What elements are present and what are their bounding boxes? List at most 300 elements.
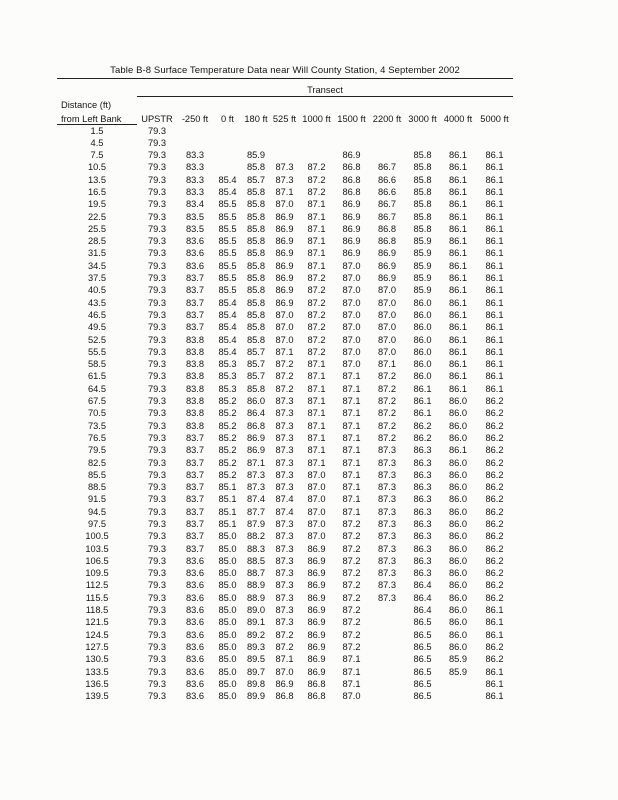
temperature-cell: 86.3	[413, 445, 432, 456]
temperature-cell: 87.3	[377, 482, 397, 493]
temperature-cell: 85.5	[218, 236, 237, 247]
temperature-cell: 87.3	[275, 617, 294, 628]
temperature-cell: 86.5	[413, 666, 432, 677]
table-row	[57, 174, 513, 186]
temperature-cell: 87.2	[342, 555, 361, 566]
temperature-cell: 85.1	[218, 482, 237, 493]
temperature-cell: 86.3	[413, 469, 432, 480]
temperature-cell: 86.0	[448, 469, 468, 480]
distance-cell: 61.5	[87, 371, 107, 382]
temperature-cell: 87.0	[342, 346, 361, 357]
temperature-cell: 83.8	[185, 396, 205, 407]
temperature-cell: 86.1	[485, 150, 504, 161]
temperature-cell: 86.1	[448, 346, 468, 357]
temperature-cell: 86.0	[413, 297, 432, 308]
temperature-cell: 87.3	[275, 457, 294, 468]
distance-cell: 7.5	[90, 150, 104, 161]
temperature-cell: 87.1	[307, 260, 326, 271]
temperature-cell: 86.6	[377, 174, 397, 185]
temperature-cell: 83.3	[185, 150, 205, 161]
temperature-cell: 87.3	[275, 174, 294, 185]
temperature-cell: 86.5	[413, 678, 432, 689]
distance-cell: 79.5	[87, 445, 107, 456]
temperature-cell: 87.3	[275, 592, 294, 603]
temperature-cell: 86.7	[377, 162, 397, 173]
temperature-cell	[369, 641, 405, 653]
distance-cell: 109.5	[85, 568, 109, 579]
temperature-cell: 87.3	[246, 469, 266, 480]
distance-cell: 64.5	[87, 383, 107, 394]
temperature-cell: 86.9	[275, 236, 294, 247]
temperature-cell	[369, 653, 405, 665]
temperature-cell	[213, 124, 242, 137]
temperature-cell: 85.9	[413, 273, 432, 284]
temperature-cell: 86.9	[377, 273, 397, 284]
temperature-cell: 83.3	[185, 162, 205, 173]
temperature-cell: 87.2	[377, 371, 397, 382]
temperature-cell: 86.1	[448, 383, 468, 394]
column-header: 525 ft	[272, 114, 297, 124]
temperature-cell: 87.1	[342, 396, 361, 407]
table-row	[57, 567, 513, 579]
temperature-cell	[270, 124, 299, 137]
temperature-cell: 85.8	[246, 297, 266, 308]
temperature-cell: 85.5	[218, 248, 237, 259]
temperature-cell: 89.9	[246, 691, 266, 702]
temperature-cell: 86.0	[448, 396, 468, 407]
temperature-cell: 83.6	[185, 666, 205, 677]
temperature-cell: 85.4	[218, 334, 237, 345]
temperature-cell: 83.7	[185, 457, 205, 468]
temperature-cell: 83.6	[185, 641, 205, 652]
temperature-cell: 86.1	[485, 236, 504, 247]
table-row	[57, 420, 513, 432]
temperature-cell: 85.5	[218, 273, 237, 284]
temperature-cell: 87.2	[377, 432, 397, 443]
temperature-cell: 86.1	[448, 199, 468, 210]
table-row	[57, 506, 513, 518]
temperature-cell: 86.5	[413, 629, 432, 640]
temperature-cell: 79.3	[147, 383, 167, 394]
temperature-cell: 86.1	[448, 223, 468, 234]
temperature-cell: 79.3	[147, 654, 167, 665]
temperature-cell	[369, 629, 405, 641]
temperature-cell: 79.3	[147, 592, 167, 603]
table-body	[57, 124, 513, 702]
temperature-cell: 86.8	[246, 420, 266, 431]
distance-cell: 73.5	[87, 420, 107, 431]
temperature-cell: 79.3	[147, 236, 167, 247]
temperature-cell: 89.0	[246, 605, 266, 616]
temperature-cell: 87.0	[342, 309, 361, 320]
temperature-cell: 79.3	[147, 346, 167, 357]
temperature-cell	[369, 616, 405, 628]
temperature-cell: 86.0	[448, 432, 468, 443]
temperature-cell: 86.1	[413, 396, 432, 407]
temperature-cell	[213, 149, 242, 161]
temperature-cell: 87.1	[275, 654, 294, 665]
column-header: -250 ft	[181, 114, 209, 124]
temperature-cell: 87.1	[307, 432, 326, 443]
temperature-cell: 86.0	[448, 531, 468, 542]
temperature-cell: 79.3	[147, 359, 167, 370]
distance-cell: 34.5	[87, 260, 107, 271]
transect-spacer	[57, 79, 137, 97]
temperature-cell: 86.2	[485, 592, 504, 603]
temperature-cell: 85.0	[218, 555, 237, 566]
temperature-cell: 87.1	[307, 408, 326, 419]
temperature-cell: 87.3	[275, 543, 294, 554]
temperature-cell: 85.8	[246, 248, 266, 259]
temperature-cell: 89.1	[246, 617, 266, 628]
distance-cell: 124.5	[85, 629, 109, 640]
temperature-cell: 86.0	[413, 371, 432, 382]
temperature-cell: 86.9	[307, 629, 326, 640]
temperature-cell: 87.2	[342, 592, 361, 603]
temperature-cell: 86.2	[485, 506, 504, 517]
temperature-cell: 87.0	[342, 285, 361, 296]
table-row	[57, 247, 513, 259]
temperature-cell: 85.8	[246, 223, 266, 234]
temperature-cell: 85.8	[246, 211, 266, 222]
distance-cell: 22.5	[87, 211, 107, 222]
temperature-cell: 86.9	[307, 617, 326, 628]
column-header: 5000 ft	[480, 114, 509, 124]
table-row	[57, 272, 513, 284]
temperature-cell: 87.0	[307, 494, 326, 505]
temperature-cell: 87.1	[307, 211, 326, 222]
temperature-cell: 87.3	[377, 568, 397, 579]
temperature-cell: 87.2	[377, 420, 397, 431]
temperature-cell: 87.2	[275, 629, 294, 640]
temperature-cell	[213, 161, 242, 173]
distance-cell: 91.5	[87, 494, 107, 505]
temperature-cell: 86.9	[307, 641, 326, 652]
temperature-cell: 87.3	[377, 531, 397, 542]
temperature-cell: 86.2	[485, 519, 504, 529]
temperature-cell: 86.1	[485, 297, 504, 308]
temperature-cell: 87.1	[342, 469, 361, 480]
temperature-cell: 87.0	[275, 309, 294, 320]
table-row	[57, 370, 513, 382]
temperature-cell: 86.3	[413, 457, 432, 468]
temperature-cell: 87.1	[342, 383, 361, 394]
temperature-cell: 87.0	[342, 260, 361, 271]
temperature-cell: 86.5	[413, 641, 432, 652]
temperature-cell: 79.3	[147, 334, 167, 345]
temperature-cell: 79.3	[147, 666, 167, 677]
column-header: 0 ft	[221, 114, 234, 124]
temperature-cell: 79.3	[147, 137, 167, 148]
temperature-cell: 79.3	[147, 211, 167, 222]
table-row	[57, 284, 513, 296]
temperature-cell: 89.5	[246, 654, 266, 665]
temperature-cell: 87.3	[377, 506, 397, 517]
temperature-cell: 87.0	[307, 506, 326, 517]
temperature-cell: 83.8	[185, 359, 205, 370]
temperature-cell: 86.0	[448, 605, 468, 616]
temperature-cell	[242, 137, 270, 149]
temperature-cell: 87.2	[275, 371, 294, 382]
temperature-cell: 83.8	[185, 408, 205, 419]
temperature-cell: 86.2	[485, 408, 504, 419]
temperature-cell: 86.2	[485, 445, 504, 456]
temperature-cell: 86.3	[413, 506, 432, 517]
temperature-cell: 79.3	[147, 162, 167, 173]
temperature-cell: 86.0	[448, 408, 468, 419]
distance-cell: 13.5	[87, 174, 107, 185]
distance-cell: 49.5	[87, 322, 107, 333]
temperature-cell: 86.9	[307, 605, 326, 616]
temperature-cell	[213, 137, 242, 149]
temperature-cell: 83.7	[185, 469, 205, 480]
temperature-cell: 86.2	[485, 555, 504, 566]
temperature-cell: 86.9	[307, 543, 326, 554]
temperature-cell: 86.1	[448, 248, 468, 259]
temperature-cell: 87.2	[307, 322, 326, 333]
distance-cell: 85.5	[87, 469, 107, 480]
temperature-cell: 87.2	[342, 531, 361, 542]
temperature-cell: 87.0	[377, 285, 397, 296]
temperature-cell: 83.7	[185, 432, 205, 443]
temperature-cell: 79.3	[147, 482, 167, 493]
table-title: Table B-8 Surface Temperature Data near Will County Station, 4 September 2002	[57, 60, 513, 79]
temperature-cell: 85.4	[218, 297, 237, 308]
temperature-cell: 86.1	[448, 322, 468, 333]
temperature-cell: 87.2	[342, 641, 361, 652]
temperature-cell: 87.2	[307, 186, 326, 197]
temperature-cell: 79.3	[147, 273, 167, 284]
temperature-cell: 79.3	[147, 580, 167, 591]
temperature-cell: 86.3	[413, 519, 432, 529]
temperature-cell: 85.4	[218, 186, 237, 197]
distance-cell: 25.5	[87, 223, 107, 234]
distance-cell: 52.5	[87, 334, 107, 345]
temperature-cell: 87.2	[342, 580, 361, 591]
temperature-cell: 87.3	[275, 531, 294, 542]
table-row	[57, 309, 513, 321]
temperature-cell: 87.3	[275, 605, 294, 616]
temperature-cell: 85.0	[218, 691, 237, 702]
temperature-cell: 85.7	[246, 359, 266, 370]
temperature-cell: 86.1	[448, 236, 468, 247]
table-row	[57, 358, 513, 370]
temperature-cell: 83.8	[185, 334, 205, 345]
distance-header-line2: from Left Bank	[57, 110, 137, 125]
temperature-cell	[369, 666, 405, 678]
temperature-cell: 87.1	[342, 371, 361, 382]
temperature-cell: 86.9	[342, 211, 361, 222]
temperature-cell: 85.0	[218, 641, 237, 652]
temperature-cell: 89.3	[246, 641, 266, 652]
temperature-cell: 85.8	[246, 186, 266, 197]
header-spacer	[137, 97, 513, 110]
temperature-cell: 86.0	[413, 322, 432, 333]
temperature-cell: 87.1	[275, 346, 294, 357]
temperature-cell: 86.1	[448, 359, 468, 370]
temperature-cell: 79.3	[147, 543, 167, 554]
temperature-cell: 87.7	[246, 506, 266, 517]
temperature-cell	[440, 690, 476, 702]
temperature-cell: 83.3	[185, 174, 205, 185]
temperature-cell: 85.4	[218, 174, 237, 185]
temperature-cell	[270, 137, 299, 149]
temperature-cell: 87.0	[377, 346, 397, 357]
table-row	[57, 444, 513, 456]
temperature-cell: 86.1	[448, 174, 468, 185]
temperature-cell: 87.1	[377, 359, 397, 370]
temperature-cell: 79.3	[147, 494, 167, 505]
distance-header-row-1	[57, 97, 513, 110]
temperature-cell: 87.3	[377, 457, 397, 468]
temperature-cell: 86.9	[275, 297, 294, 308]
temperature-cell: 85.7	[246, 174, 266, 185]
temperature-cell: 87.2	[307, 334, 326, 345]
distance-cell: 76.5	[87, 432, 107, 443]
temperature-cell: 79.3	[147, 297, 167, 308]
table-row	[57, 211, 513, 223]
temperature-cell: 85.9	[413, 260, 432, 271]
temperature-cell: 87.3	[275, 396, 294, 407]
temperature-cell: 85.8	[413, 162, 432, 173]
distance-header-line1: Distance (ft)	[61, 99, 112, 110]
temperature-cell	[405, 124, 440, 137]
temperature-cell: 79.3	[147, 260, 167, 271]
temperature-cell: 79.3	[147, 432, 167, 443]
temperature-cell: 87.3	[275, 408, 294, 419]
temperature-cell: 86.0	[448, 494, 468, 505]
temperature-cell: 86.2	[413, 432, 432, 443]
temperature-cell: 83.7	[185, 543, 205, 554]
temperature-cell: 87.1	[342, 445, 361, 456]
temperature-cell: 88.5	[246, 555, 266, 566]
temperature-cell: 79.3	[147, 691, 167, 702]
temperature-cell: 86.1	[485, 322, 504, 333]
temperature-cell: 86.9	[342, 236, 361, 247]
temperature-cell: 83.6	[185, 691, 205, 702]
temperature-cell: 87.3	[377, 445, 397, 456]
temperature-cell: 79.3	[147, 125, 167, 136]
temperature-cell: 85.3	[218, 383, 237, 394]
temperature-cell: 87.0	[342, 322, 361, 333]
table-row	[57, 407, 513, 419]
temperature-cell: 86.5	[413, 691, 432, 702]
temperature-cell: 87.3	[275, 162, 294, 173]
temperature-cell: 86.9	[275, 260, 294, 271]
temperature-cell: 87.1	[307, 396, 326, 407]
table-title-row	[57, 60, 513, 79]
temperature-cell: 85.2	[218, 420, 237, 431]
temperature-cell: 79.3	[147, 186, 167, 197]
distance-cell: 115.5	[85, 592, 109, 603]
temperature-cell: 85.0	[218, 617, 237, 628]
temperature-cell: 87.0	[307, 482, 326, 493]
column-header-row	[57, 110, 513, 125]
temperature-cell: 87.1	[307, 445, 326, 456]
temperature-cell: 87.2	[342, 629, 361, 640]
temperature-cell: 87.0	[275, 199, 294, 210]
temperature-cell	[369, 678, 405, 690]
column-header: 4000 ft	[443, 114, 473, 124]
temperature-cell: 88.9	[246, 580, 266, 591]
temperature-cell: 86.0	[448, 482, 468, 493]
table-row	[57, 198, 513, 210]
temperature-cell: 83.8	[185, 371, 205, 382]
temperature-cell: 87.3	[275, 482, 294, 493]
temperature-cell: 79.3	[147, 531, 167, 542]
temperature-cell: 86.2	[485, 469, 504, 480]
temperature-cell: 87.0	[307, 519, 326, 529]
temperature-cell: 79.3	[147, 641, 167, 652]
temperature-cell: 85.9	[448, 654, 468, 665]
temperature-cell: 86.0	[413, 359, 432, 370]
temperature-cell: 85.8	[246, 199, 266, 210]
temperature-cell: 86.0	[246, 396, 266, 407]
temperature-cell: 87.4	[246, 494, 266, 505]
temperature-cell: 86.9	[307, 592, 326, 603]
temperature-cell: 86.2	[485, 580, 504, 591]
temperature-cell: 87.3	[377, 580, 397, 591]
temperature-cell: 79.3	[147, 174, 167, 185]
temperature-cell: 85.2	[218, 432, 237, 443]
temperature-cell: 79.3	[147, 309, 167, 320]
temperature-cell: 86.0	[448, 641, 468, 652]
temperature-cell: 79.3	[147, 150, 167, 161]
table-row	[57, 137, 513, 149]
temperature-cell: 85.8	[413, 150, 432, 161]
temperature-cell: 86.9	[307, 568, 326, 579]
temperature-cell: 86.0	[448, 580, 468, 591]
temperature-cell: 87.0	[342, 691, 361, 702]
temperature-cell: 87.2	[275, 359, 294, 370]
temperature-cell: 79.3	[147, 408, 167, 419]
temperature-cell: 79.3	[147, 322, 167, 333]
temperature-cell: 89.2	[246, 629, 266, 640]
temperature-cell: 87.1	[342, 408, 361, 419]
temperature-cell: 86.1	[413, 408, 432, 419]
temperature-cell: 83.7	[185, 519, 205, 529]
temperature-cell: 83.6	[185, 605, 205, 616]
temperature-cell: 85.8	[246, 309, 266, 320]
temperature-cell: 79.3	[147, 555, 167, 566]
temperature-cell: 86.2	[485, 494, 504, 505]
temperature-cell: 86.2	[485, 641, 504, 652]
temperature-cell	[242, 124, 270, 137]
temperature-cell	[476, 124, 513, 137]
temperature-cell: 86.2	[485, 396, 504, 407]
temperature-cell: 87.0	[342, 297, 361, 308]
temperature-cell: 87.0	[342, 273, 361, 284]
table-row	[57, 641, 513, 653]
table-row	[57, 518, 513, 530]
temperature-cell: 85.4	[218, 322, 237, 333]
temperature-cell: 85.0	[218, 531, 237, 542]
temperature-cell: 86.0	[448, 506, 468, 517]
temperature-cell: 86.8	[377, 223, 397, 234]
temperature-cell: 86.4	[246, 408, 266, 419]
temperature-cell: 85.7	[246, 346, 266, 357]
temperature-cell: 86.4	[413, 580, 432, 591]
distance-cell: 10.5	[87, 162, 107, 173]
temperature-cell: 86.9	[275, 248, 294, 259]
temperature-cell: 83.6	[185, 248, 205, 259]
temperature-cell: 86.3	[413, 494, 432, 505]
temperature-cell: 85.0	[218, 543, 237, 554]
temperature-cell: 79.3	[147, 568, 167, 579]
temperature-cell: 85.3	[218, 371, 237, 382]
temperature-cell: 83.5	[185, 211, 205, 222]
temperature-cell: 86.1	[485, 605, 504, 616]
